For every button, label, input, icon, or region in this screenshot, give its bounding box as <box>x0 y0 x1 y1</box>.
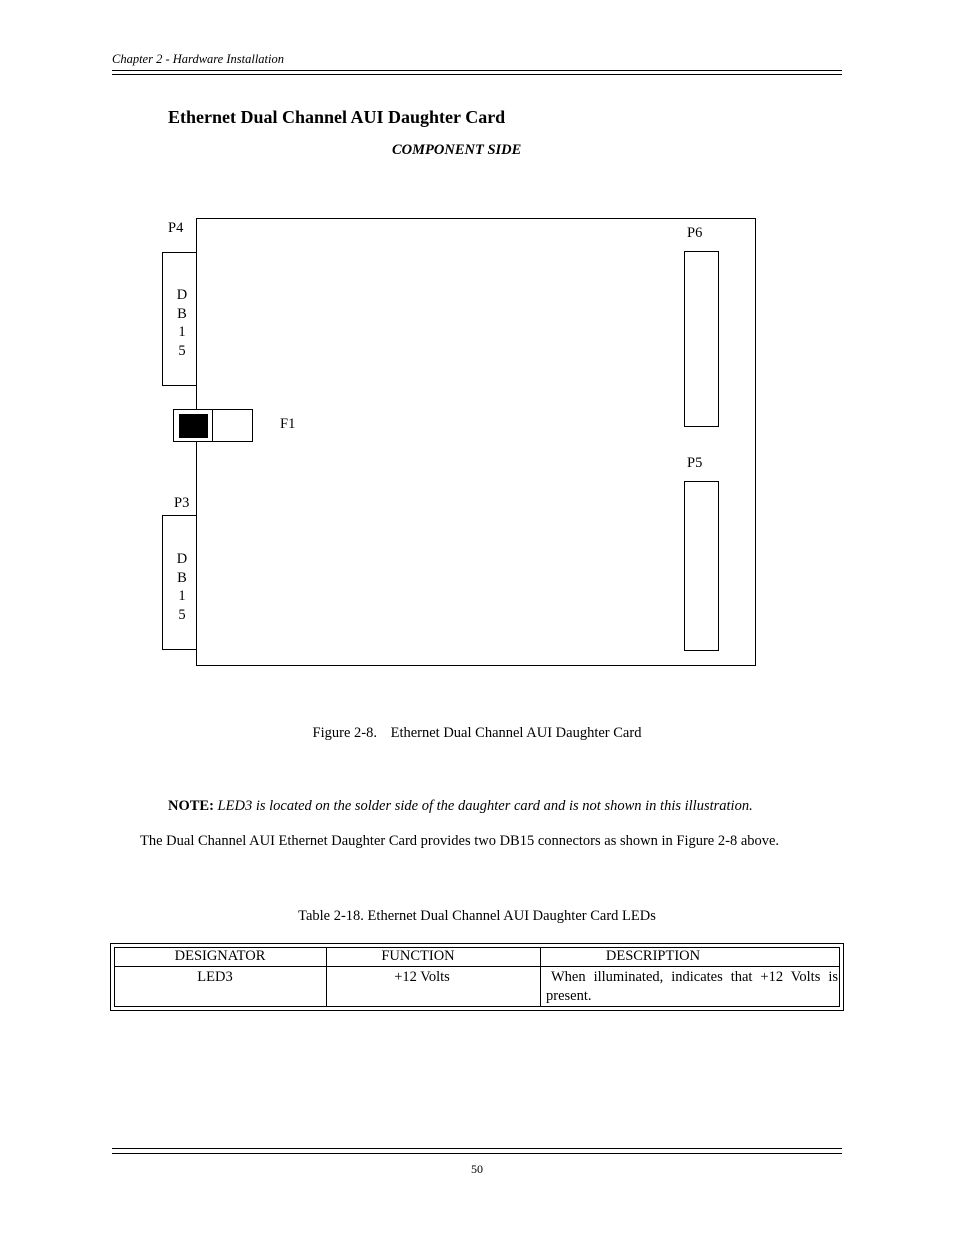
figure-subtitle: COMPONENT SIDE <box>392 142 522 158</box>
db15-char: D <box>176 551 188 567</box>
figure-caption-text: Ethernet Dual Channel AUI Daughter Card <box>390 725 642 741</box>
fuse-element <box>179 414 208 438</box>
note-label: NOTE: <box>168 798 214 814</box>
note-text: LED3 is located on the solder side of the daughter card and is not shown in this illustration. <box>217 798 753 814</box>
db15-char: D <box>176 287 188 303</box>
db15-char: B <box>177 569 187 586</box>
db15-char: 1 <box>178 324 186 340</box>
connector-p6 <box>684 251 719 427</box>
note <box>168 798 753 815</box>
figure-caption-number: Figure 2-8. <box>312 725 377 741</box>
footer-rule <box>112 1148 842 1149</box>
label-p4: P4 <box>168 220 184 236</box>
db15-char: 5 <box>178 606 186 623</box>
db15-char: B <box>177 305 187 322</box>
section-title: Ethernet Dual Channel AUI Daughter Card <box>168 107 506 127</box>
body-paragraph: The Dual Channel AUI Ethernet Daughter Card provides two DB15 connectors as shown in Figure 2-8 above. <box>140 833 780 849</box>
table-header-function: FUNCTION <box>381 948 455 964</box>
label-p6: P6 <box>687 225 703 241</box>
table-header-description: DESCRIPTION <box>605 948 701 964</box>
label-p5: P5 <box>687 455 703 471</box>
figure-caption <box>0 725 954 742</box>
table-cell-description: When illuminated, indicates that +12 Volts is present. <box>546 969 838 1004</box>
connector-p5 <box>684 481 719 651</box>
db15-char: 1 <box>178 588 186 604</box>
fuse-divider <box>212 409 213 442</box>
table-header-designator: DESIGNATOR <box>174 948 266 964</box>
board-outline <box>196 218 756 666</box>
page-number: 50 <box>471 1162 483 1176</box>
table-cell-designator: LED3 <box>197 969 233 985</box>
label-p3: P3 <box>174 495 190 511</box>
table-caption: Table 2-18. Ethernet Dual Channel AUI Daughter Card LEDs <box>298 908 656 924</box>
label-f1: F1 <box>280 416 296 432</box>
table-header-rule <box>114 966 840 967</box>
header-rule <box>112 70 842 71</box>
db15-char: 5 <box>178 342 186 359</box>
table-cell-function: +12 Volts <box>394 969 450 985</box>
header-rule <box>112 74 842 75</box>
running-header: Chapter 2 - Hardware Installation <box>112 52 284 66</box>
footer-rule <box>112 1153 842 1154</box>
